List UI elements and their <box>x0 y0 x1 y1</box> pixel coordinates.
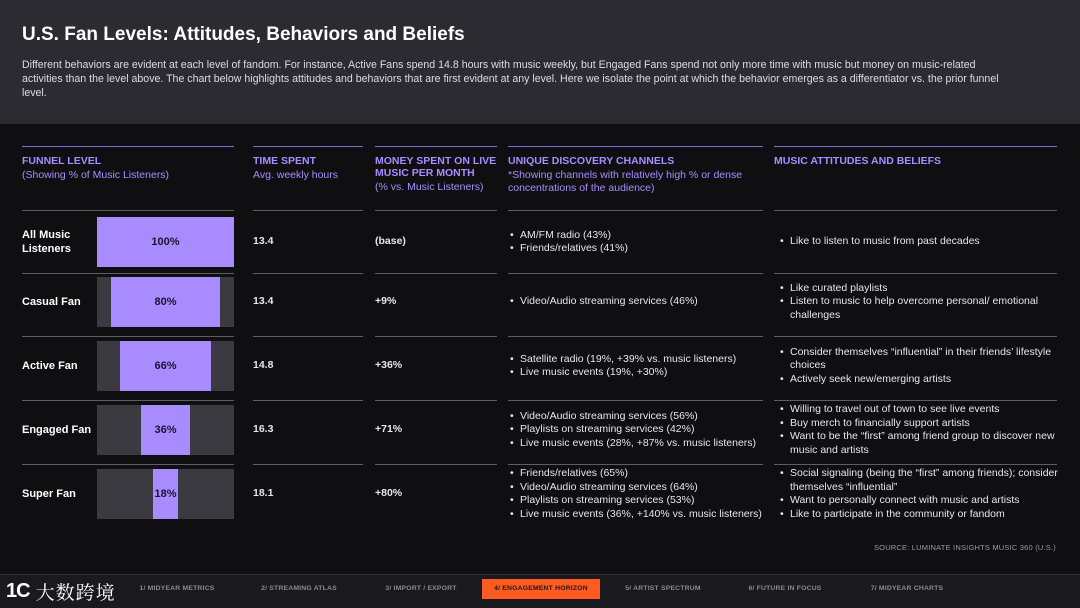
nav-tab[interactable]: 1/ MIDYEAR METRICS <box>139 585 215 592</box>
discovery-channels-list <box>508 229 770 256</box>
funnel-bar-track <box>97 405 234 455</box>
logo-text: 大数跨境 <box>35 583 116 604</box>
list-item: • Consider themselves “influential” in their friends’ lifestyle choices <box>778 346 1058 373</box>
row-divider <box>774 336 1057 337</box>
list-item: • Like curated playlists <box>778 282 1058 296</box>
nav-tab[interactable]: 2/ STREAMING ATLAS <box>261 585 337 592</box>
row-divider <box>508 400 763 401</box>
funnel-level-label: Engaged Fan <box>22 424 92 436</box>
time-spent-value: 13.4 <box>253 295 274 307</box>
time-spent-value: 18.1 <box>253 487 274 499</box>
intro-paragraph: Different behaviors are evident at each level of fandom. For instance, Active Fans spend 14.8 hours with music weekly, but Engaged Fans spend not only more time with music but money on music-related activities than the level above. The chart below highlights attitudes and behaviors that are first evident at any level. Here we isolate the point at which the behavior emerges as a differentiator vs. the prior funnel level. <box>22 59 999 99</box>
money-spent-value: +71% <box>375 423 403 435</box>
row-divider <box>375 336 497 337</box>
list-item: • Playlists on streaming services (53%) <box>508 494 770 508</box>
row-divider <box>774 400 1057 401</box>
funnel-bar-percent: 18% <box>154 488 177 500</box>
row-divider <box>253 464 363 465</box>
row-divider <box>22 273 234 274</box>
nav-tab[interactable]: 6/ FUTURE IN FOCUS <box>748 585 822 592</box>
list-item: • AM/FM radio (43%) <box>508 229 770 243</box>
funnel-bar-track <box>97 341 234 391</box>
row-divider <box>375 464 497 465</box>
funnel-bar-fill <box>120 341 210 391</box>
row-divider <box>508 336 763 337</box>
discovery-channels-list <box>508 353 770 380</box>
list-item: • Actively seek new/emerging artists <box>778 373 1058 387</box>
row-divider <box>22 336 234 337</box>
row-divider <box>22 400 234 401</box>
list-item: • Want to be the “first” among friend group to discover new music and artists <box>778 430 1058 457</box>
nav-tab[interactable]: 4/ ENGAGEMENT HORIZON <box>482 579 600 599</box>
money-spent-value: +9% <box>375 295 397 307</box>
list-item: • Like to participate in the community or fandom <box>778 508 1058 522</box>
nav-tab[interactable]: 5/ ARTIST SPECTRUM <box>625 585 701 592</box>
row-divider <box>253 273 363 274</box>
list-item: • Live music events (36%, +140% vs. music listeners) <box>508 508 770 522</box>
attitudes-list <box>778 346 1058 387</box>
list-item: • Live music events (19%, +30%) <box>508 366 770 380</box>
brand-logo <box>6 578 116 605</box>
row-divider <box>774 210 1057 211</box>
list-item: • Playlists on streaming services (42%) <box>508 423 770 437</box>
fan-levels-table <box>0 124 1080 574</box>
row-divider <box>508 464 763 465</box>
row-divider <box>22 210 234 211</box>
row-divider <box>774 273 1057 274</box>
column-header-time <box>253 146 363 182</box>
money-spent-value: (base) <box>375 235 406 247</box>
logo-mark-icon: 1C <box>6 580 30 602</box>
row-divider <box>22 464 234 465</box>
list-item: • Friends/relatives (41%) <box>508 242 770 256</box>
discovery-channels-list <box>508 467 770 521</box>
column-title: MUSIC ATTITUDES AND BELIEFS <box>774 155 942 167</box>
column-title: FUNNEL LEVEL <box>22 155 102 167</box>
funnel-bar-fill <box>153 469 178 519</box>
funnel-bar-fill <box>97 217 234 267</box>
row-divider <box>375 400 497 401</box>
footer-nav <box>0 574 1080 608</box>
column-header-money <box>375 146 497 194</box>
row-divider <box>774 464 1057 465</box>
list-item: • Like to listen to music from past decades <box>778 235 1058 249</box>
time-spent-value: 16.3 <box>253 423 274 435</box>
discovery-channels-list <box>508 295 770 309</box>
funnel-bar-track <box>97 277 234 327</box>
list-item: • Video/Audio streaming services (64%) <box>508 481 770 495</box>
page-title: U.S. Fan Levels: Attitudes, Behaviors and Beliefs <box>22 24 465 45</box>
nav-tab[interactable]: 7/ MIDYEAR CHARTS <box>870 585 944 592</box>
funnel-level-label: All Music Listeners <box>22 229 71 255</box>
list-item: • Satellite radio (19%, +39% vs. music listeners) <box>508 353 770 367</box>
list-item: • Friends/relatives (65%) <box>508 467 770 481</box>
funnel-level-label: Casual Fan <box>22 296 81 308</box>
funnel-bar-percent: 100% <box>151 236 180 248</box>
row-divider <box>253 400 363 401</box>
row-divider <box>375 210 497 211</box>
column-subtitle: Avg. weekly hours <box>253 169 339 181</box>
nav-tab[interactable]: 3/ IMPORT / EXPORT <box>385 585 457 592</box>
page-header <box>0 0 1080 124</box>
funnel-bar-fill <box>111 277 221 327</box>
funnel-bar-percent: 80% <box>154 296 177 308</box>
column-header-funnel <box>22 146 234 182</box>
discovery-channels-list <box>508 410 770 451</box>
list-item: • Want to personally connect with music and artists <box>778 494 1058 508</box>
list-item: • Social signaling (being the “first” among friends); consider themselves “influential” <box>778 467 1058 494</box>
list-item: • Listen to music to help overcome personal/ emotional challenges <box>778 295 1058 322</box>
funnel-bar-percent: 36% <box>154 424 177 436</box>
attitudes-list <box>778 282 1058 323</box>
list-item: • Live music events (28%, +87% vs. music listeners) <box>508 437 770 451</box>
column-header-attitudes <box>774 146 1057 169</box>
funnel-level-label: Active Fan <box>22 360 78 372</box>
column-subtitle: (% vs. Music Listeners) <box>375 181 484 193</box>
money-spent-value: +36% <box>375 359 403 371</box>
row-divider <box>375 273 497 274</box>
column-subtitle: (Showing % of Music Listeners) <box>22 169 170 181</box>
attitudes-list <box>778 403 1058 457</box>
funnel-bar-track <box>97 217 234 267</box>
funnel-level-label: Super Fan <box>22 488 76 500</box>
funnel-bar-track <box>97 469 234 519</box>
list-item: • Video/Audio streaming services (56%) <box>508 410 770 424</box>
attitudes-list <box>778 467 1058 521</box>
attitudes-list <box>778 235 1058 249</box>
row-divider <box>508 273 763 274</box>
row-divider <box>508 210 763 211</box>
row-divider <box>253 210 363 211</box>
time-spent-value: 14.8 <box>253 359 274 371</box>
row-divider <box>253 336 363 337</box>
source-note: SOURCE: LUMINATE INSIGHTS MUSIC 360 (U.S.) <box>873 543 1056 552</box>
money-spent-value: +80% <box>375 487 403 499</box>
time-spent-value: 13.4 <box>253 235 274 247</box>
column-title: MONEY SPENT ON LIVE MUSIC PER MONTH <box>375 155 497 179</box>
list-item: • Buy merch to financially support artists <box>778 417 1058 431</box>
column-title: TIME SPENT <box>253 155 317 167</box>
list-item: • Video/Audio streaming services (46%) <box>508 295 770 309</box>
funnel-bar-fill <box>141 405 190 455</box>
list-item: • Willing to travel out of town to see live events <box>778 403 1058 417</box>
column-header-discovery <box>508 146 763 195</box>
column-subtitle: *Showing channels with relatively high % or dense concentrations of the audience) <box>508 169 743 194</box>
funnel-bar-percent: 66% <box>154 360 177 372</box>
column-title: UNIQUE DISCOVERY CHANNELS <box>508 155 675 167</box>
